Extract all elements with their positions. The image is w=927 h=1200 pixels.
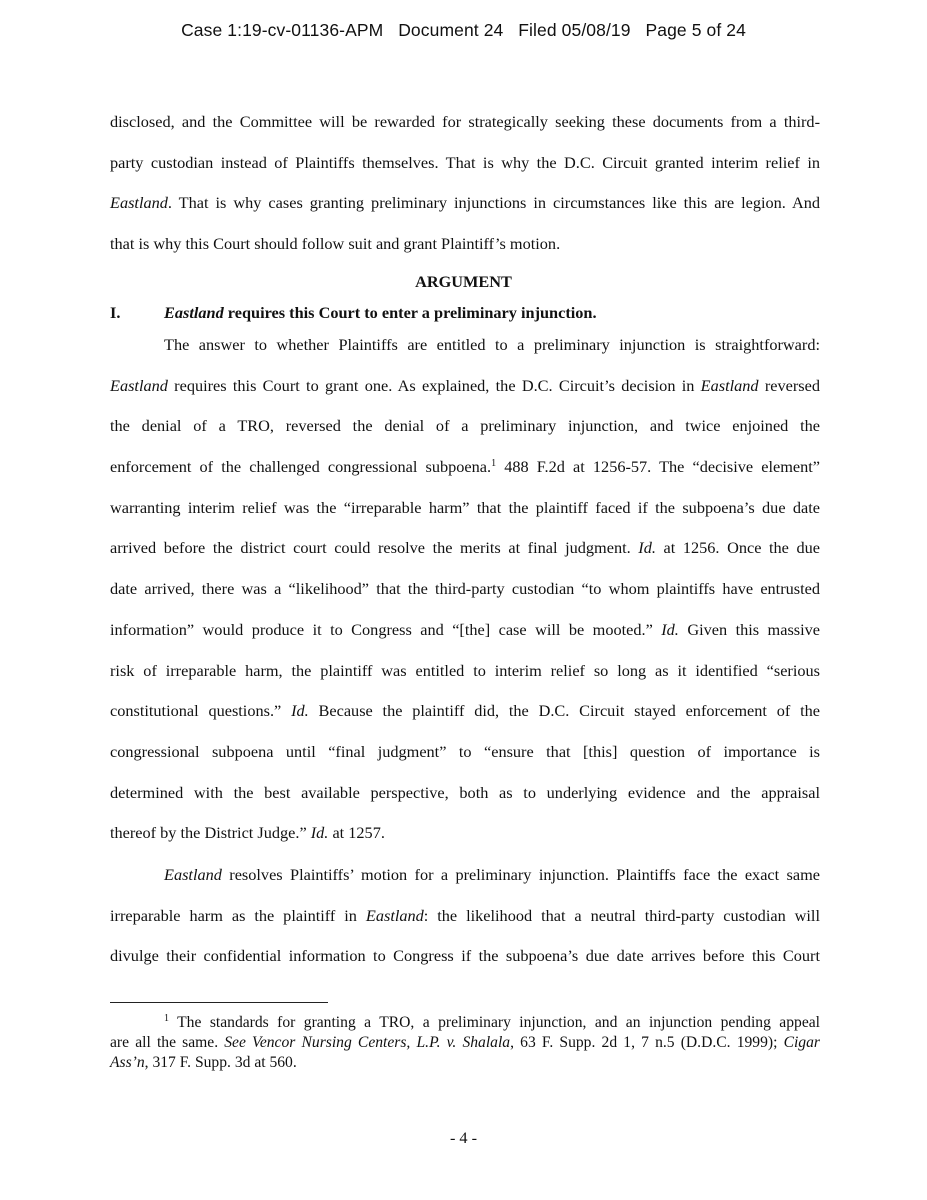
paragraph-2: [110, 325, 820, 854]
text-line: determined with the best available perspective, both as to underlying evidence and the appraisal: [110, 782, 820, 802]
case-name: Eastland: [164, 303, 224, 322]
text-line: $^1$ The standards for granting a TRO, a preliminary injunction, and an injunction pending appeal: [164, 1013, 820, 1031]
footnote-divider: [110, 1002, 328, 1003]
text-line: arrived before the district court could resolve the merits at final judgment. Id. at 1256. Once the due: [110, 538, 821, 558]
text-line: irreparable harm as the plaintiff in Eastland: the likelihood that a neutral third-party custodian will: [110, 905, 820, 925]
paragraph-3: [110, 855, 820, 977]
text-line: warranting interim relief was the “irreparable harm” that the plaintiff faced if the subpoena’s due date: [110, 497, 820, 517]
section-number: I.: [110, 303, 121, 322]
page-number: - 4 -: [449, 1128, 478, 1147]
text-line: Eastland resolves Plaintiffs’ motion for a preliminary injunction. Plaintiffs face the exact same: [164, 865, 820, 884]
text-line: Ass’n, 317 F. Supp. 3d at 560.: [110, 1054, 297, 1071]
paragraph-1: [110, 102, 820, 265]
text-line: divulge their confidential information to Congress if the subpoena’s due date arrives before this Court: [110, 946, 820, 966]
text-line: thereof by the District Judge.” Id. at 1257.: [110, 823, 385, 843]
text-line: Eastland requires this Court to grant one. As explained, the D.C. Circuit’s decision in Eastland reversed: [110, 375, 820, 395]
footnote-ref[interactable]: 1: [491, 458, 497, 470]
text-line: date arrived, there was a “likelihood” that the third-party custodian “to whom plaintiffs have entrusted: [110, 579, 820, 599]
text-line: disclosed, and the Committee will be rewarded for strategically seeking these documents from a third-: [110, 112, 820, 131]
text-line: are all the same. See Vencor Nursing Centers, L.P. v. Shalala, 63 F. Supp. 2d 1, 7 n.5 (D.D.C. 1999); Cigar: [110, 1034, 820, 1051]
text-line: enforcement of the challenged congressional subpoena.$^1$ 488 F.2d at 1256-57. The “decisive element”: [110, 457, 820, 477]
text-line: constitutional questions.” Id. Because the plaintiff did, the D.C. Circuit stayed enforcement of the: [110, 701, 820, 721]
text-line: congressional subpoena until “final judgment” to “ensure that [this] question of importance is: [110, 741, 820, 761]
case-header: Case 1:19-cv-01136-APM Document 24 Filed 05/08/19 Page 5 of 24: [181, 20, 746, 40]
text-line: the denial of a TRO, reversed the denial of a preliminary injunction, and twice enjoined the: [110, 416, 820, 436]
text-line: party custodian instead of Plaintiffs themselves. That is why the D.C. Circuit granted interim relief in: [110, 152, 820, 172]
footnote-marker: 1: [164, 1013, 169, 1024]
text-line: The answer to whether Plaintiffs are entitled to a preliminary injunction is straightforward:: [164, 335, 820, 354]
argument-heading: ARGUMENT: [415, 272, 512, 291]
text-line: Eastland. That is why cases granting preliminary injunctions in circumstances like this are legion. And: [110, 193, 820, 213]
footnote-1: [110, 1013, 820, 1073]
text-line: information” would produce it to Congress and “[the] case will be mooted.” Id. Given this massive: [110, 619, 821, 639]
section-heading-i: I. Eastland requires this Court to enter a preliminary injunction.: [110, 303, 597, 322]
case-name: Eastland: [110, 193, 168, 213]
text-line: risk of irreparable harm, the plaintiff was entitled to interim relief so long as it identified “serious: [110, 660, 820, 680]
text-line: that is why this Court should follow suit and grant Plaintiff’s motion.: [110, 234, 561, 254]
